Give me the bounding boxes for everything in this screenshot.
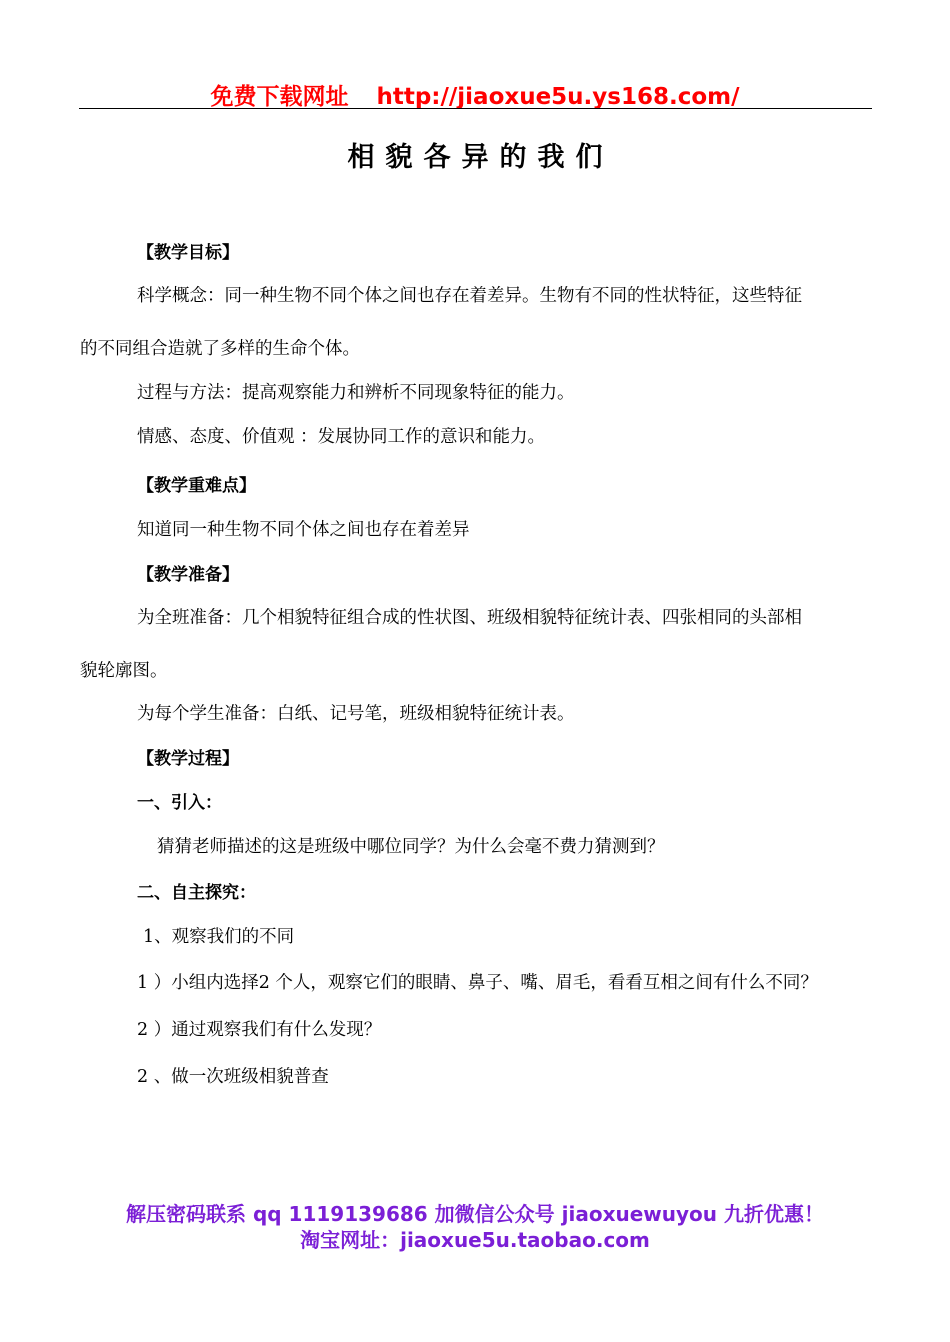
header-label: 免费下载网址 xyxy=(210,84,349,110)
prep-class-line-1: 为全班准备：几个相貌特征组合成的性状图、班级相貌特征统计表、四张相同的头部相 xyxy=(137,608,802,628)
process-heading: 【教学过程】 xyxy=(137,749,239,769)
goals-concept-line-2: 的不同组合造就了多样的生命个体。 xyxy=(80,339,360,359)
footer-contact: 解压密码联系 qq 1119139686 加微信公众号 jiaoxuewuyou 九折优惠！ xyxy=(126,1202,824,1226)
step2-item-1: 1、观察我们的不同 xyxy=(143,927,295,947)
goals-heading: 【教学目标】 xyxy=(137,243,239,263)
prep-student: 为每个学生准备：白纸、记号笔，班级相貌特征统计表。 xyxy=(137,704,575,724)
download-header xyxy=(0,78,950,111)
step2-heading: 二、自主探究： xyxy=(137,883,256,903)
page-title: 相貌各异的我们 xyxy=(347,142,614,173)
step2-item-2: 2 、做一次班级相貌普查 xyxy=(137,1067,329,1087)
header-url-link[interactable]: http://jiaoxue5u.ys168.com/ xyxy=(376,84,740,110)
footer-shop-link[interactable]: 淘宝网址：jiaoxue5u.taobao.com xyxy=(300,1228,650,1252)
prep-heading: 【教学准备】 xyxy=(137,565,239,585)
header-divider xyxy=(79,108,872,109)
key-text: 知道同一种生物不同个体之间也存在着差异 xyxy=(137,520,470,540)
step1-text: 猜猜老师描述的这是班级中哪位同学？为什么会毫不费力猜测到？ xyxy=(157,837,665,857)
goals-attitude: 情感、态度、价值观 ：发展协同工作的意识和能力。 xyxy=(137,427,546,447)
step2-item-1a: 1 ）小组内选择2 个人，观察它们的眼睛、鼻子、嘴、眉毛，看看互相之间有什么不同？ xyxy=(137,973,818,993)
goals-process: 过程与方法：提高观察能力和辨析不同现象特征的能力。 xyxy=(137,383,575,403)
prep-class-line-2: 貌轮廓图。 xyxy=(80,661,168,681)
key-heading: 【教学重难点】 xyxy=(137,476,256,496)
step2-item-1b: 2 ）通过观察我们有什么发现？ xyxy=(137,1020,382,1040)
goals-concept-line-1: 科学概念：同一种生物不同个体之间也存在着差异。生物有不同的性状特征，这些特征 xyxy=(137,286,802,306)
step1-heading: 一、引入： xyxy=(137,793,222,813)
